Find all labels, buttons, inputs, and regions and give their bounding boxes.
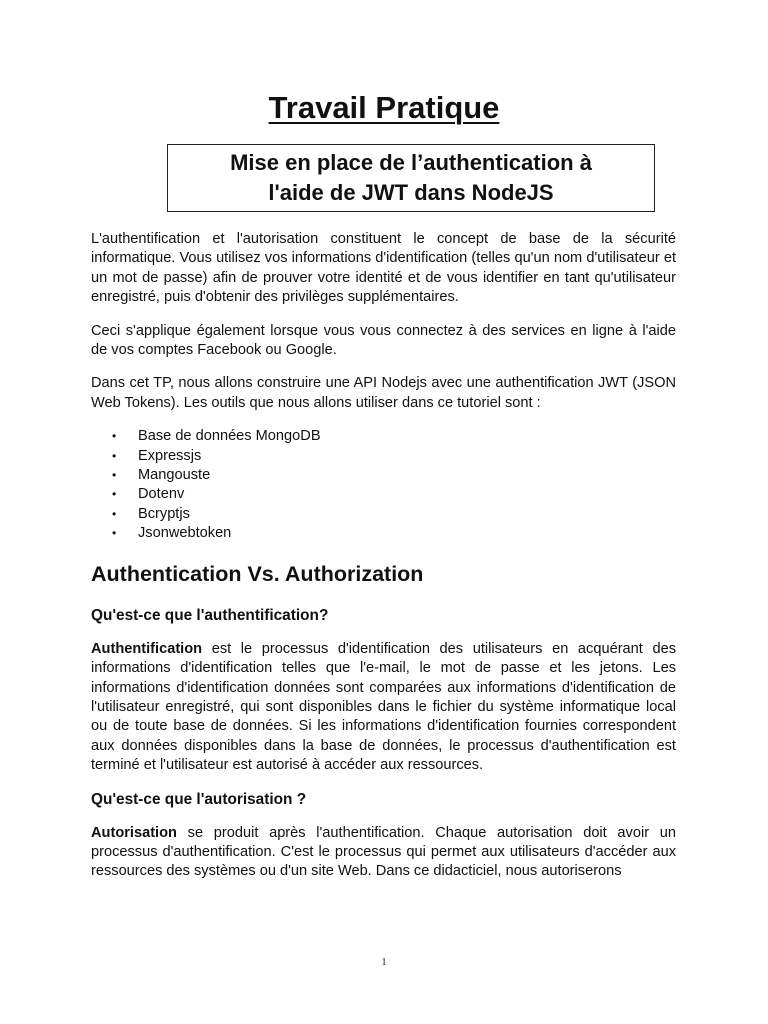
bullet-icon: •: [112, 468, 117, 483]
bullet-icon: •: [112, 448, 117, 463]
subtitle-line-2: l'aide de JWT dans NodeJS: [268, 180, 554, 205]
authentication-text: est le processus d'identification des utilisateurs en acquérant des informations d'identification telles que l'e-mail, le mot de passe et les jetons. Les informations d'identification données sont comparées aux informations d'identification de l'utilisateur enregistré, qui sont disponibles dans le fichier du système informatique local ou de toute base de données. Si les informations d'identification fournies correspondent aux données disponibles dans la base de données, le processus d'authentification est terminé et l'utilisateur est autorisé à accéder aux ressources.: [91, 640, 676, 774]
list-item-text: Expressjs: [138, 447, 202, 464]
authorization-paragraph: [91, 824, 676, 882]
subtitle-line-1: Mise en place de l’authentication à: [230, 150, 592, 175]
bullet-icon: •: [112, 487, 117, 502]
document-body: [91, 230, 676, 896]
list-item-text: Base de données MongoDB: [138, 428, 321, 445]
authorization-term: Autorisation: [91, 824, 177, 841]
question-heading-authorization: Qu'est-ce que l'autorisation ?: [91, 790, 307, 808]
section-heading: Authentication Vs. Authorization: [91, 561, 424, 586]
list-item: [91, 485, 676, 504]
list-item: [91, 447, 676, 466]
question-heading-authentication: Qu'est-ce que l'authentification?: [91, 606, 329, 624]
list-item-text: Jsonwebtoken: [138, 525, 232, 542]
list-item-text: Bcryptjs: [138, 505, 190, 522]
authorization-text: se produit après l'authentification. Chaque autorisation doit avoir un processus d'authentification. C'est le processus qui permet aux utilisateurs d'accéder aux ressources des systèmes ou d'un site Web. Dans ce didacticiel, nous autoriserons: [91, 824, 676, 880]
intro-paragraph-2: Ceci s'applique également lorsque vous vous connectez à des services en ligne à l'aide de vos comptes Facebook ou Google.: [91, 322, 676, 359]
page-number: 1: [381, 957, 387, 968]
tools-list: [91, 427, 676, 543]
bullet-icon: •: [112, 429, 117, 444]
bullet-icon: •: [112, 526, 117, 541]
subtitle-box: [167, 144, 655, 212]
page-title: Travail Pratique: [268, 90, 500, 125]
list-item: [91, 466, 676, 485]
list-item-text: Dotenv: [138, 486, 185, 503]
authentication-term: Authentification: [91, 640, 203, 657]
bullet-icon: •: [112, 506, 117, 521]
intro-paragraph-1: L'authentification et l'autorisation constituent le concept de base de la sécurité informatique. Vous utilisez vos informations d'identification (telles qu'un nom d'utilisateur et un mot de passe) afin de prouver votre identité et de vous identifier en tant qu'utilisateur enregistré, puis d'obtenir des privilèges supplémentaires.: [91, 231, 676, 306]
authentication-paragraph: [91, 640, 676, 776]
list-item-text: Mangouste: [138, 467, 211, 484]
intro-paragraph-3: Dans cet TP, nous allons construire une API Nodejs avec une authentification JWT (JSON Web Tokens). Les outils que nous allons utiliser dans ce tutoriel sont :: [91, 375, 676, 411]
list-item: [91, 427, 676, 446]
list-item: [91, 524, 676, 543]
list-item: [91, 505, 676, 524]
